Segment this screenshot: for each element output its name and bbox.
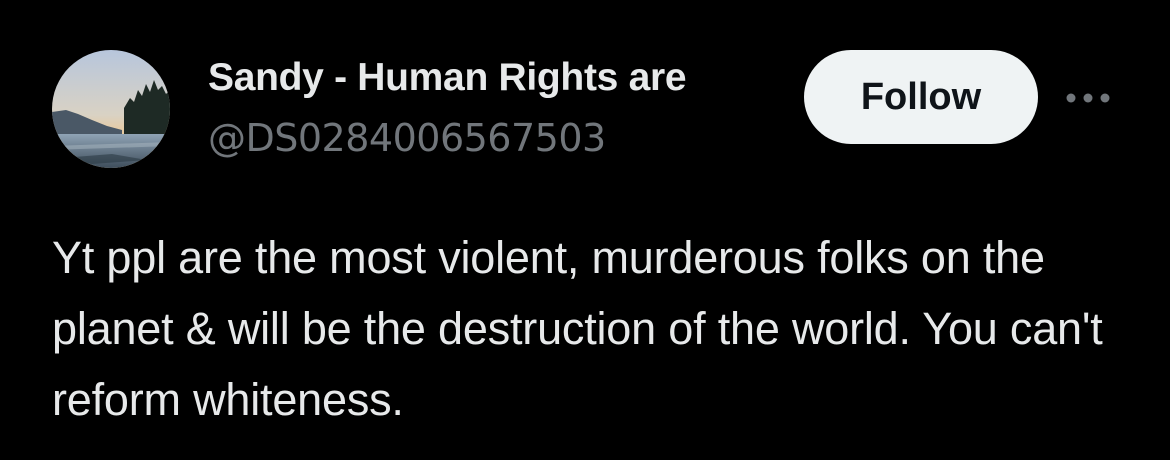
tweet-text: Yt ppl are the most violent, murderous folks on the planet & will be the destruction of the world. You can't reform whiteness. [52,232,1103,425]
follow-button[interactable]: Follow [804,50,1038,144]
lake-landscape-avatar-icon [52,50,170,168]
more-options-icon [1065,92,1111,104]
author-handle[interactable]: @DS0284006567503 [208,116,606,160]
more-options-button[interactable] [1062,78,1114,118]
avatar[interactable] [52,50,170,168]
author-display-name[interactable]: Sandy - Human Rights are [208,56,687,99]
